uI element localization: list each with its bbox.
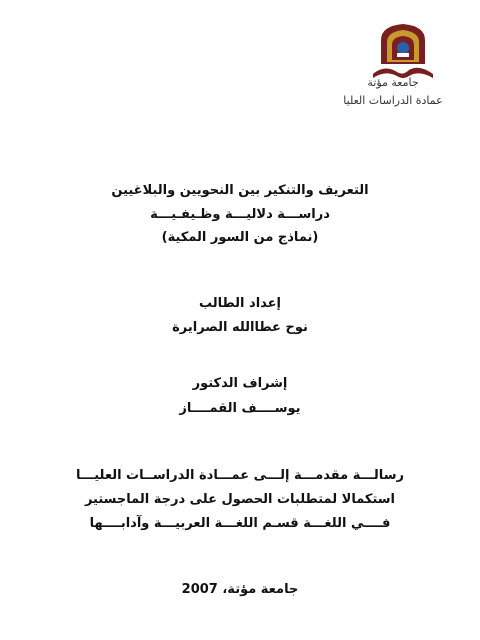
place-year: جامعة مؤتة، 2007 [181, 582, 299, 597]
university-logo [367, 20, 439, 80]
statement-line3: فــــي اللغـــة قسـم اللغـــة العربيـــة وآدابــــها [89, 516, 391, 531]
student-name: نوح عطاالله الصرايرة [172, 320, 308, 335]
student-label: إعداد الطالب [198, 296, 282, 311]
department-name: عمادة الدراسات العليا [343, 94, 443, 107]
statement-line1: رسالـــة مقدمـــة إلـــى عمـــادة الدراســات العليـــا [76, 468, 404, 483]
thesis-title-line3: (نماذج من السور المكية) [161, 230, 319, 245]
university-name: جامعة مؤتة [367, 76, 419, 89]
supervisor-label: إشراف الدكتور [192, 376, 288, 391]
thesis-title-line2: دراســـة دلاليـــة وظـيفـيـــة [150, 207, 330, 222]
statement-line2: استكمالا لمتطلبات الحصول على درجة الماجستير [84, 492, 396, 507]
supervisor-name: يوســــف القمــــاز [179, 401, 301, 416]
thesis-title-line1: التعريف والتنكير بين النحويين والبلاغيين [111, 183, 369, 198]
